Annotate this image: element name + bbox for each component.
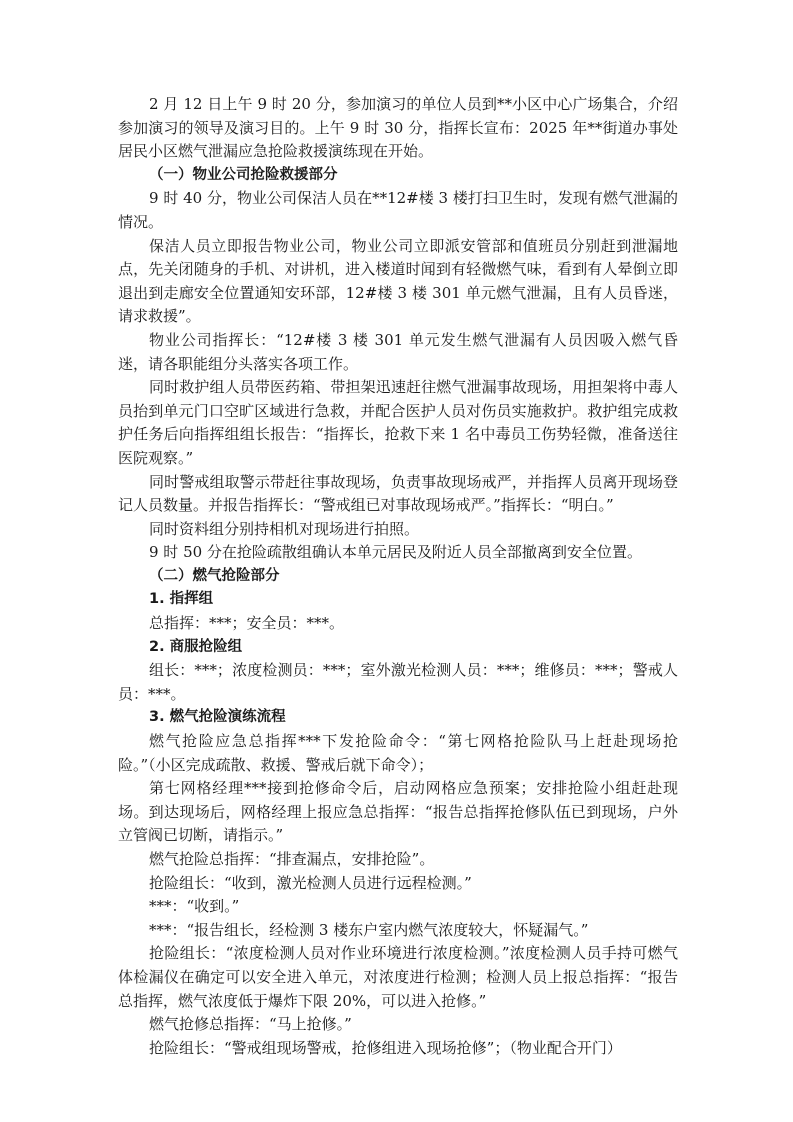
paragraph: 同时资料组分别持相机对现场进行拍照。	[149, 519, 420, 538]
paragraph: 总指挥：***；安全员：***。	[149, 614, 345, 633]
paragraph: 同时救护组人员带医药箱、带担架迅速赶往燃气泄漏事故现场，用担架将中毒人员抬到单元门口空旷区域进行急救，并配合医护人员对伤员实施救护。救护组完成救护任务后向指挥组组长报告：“指挥长，抢救下来 1 名中毒员工伤势轻微，准备送往医院观察。”	[118, 378, 678, 467]
paragraph: 抢险组长：“浓度检测人员对作业环境进行浓度检测。”浓度检测人员手持可燃气体检漏仪在确定可以安全进入单元，对浓度进行检测；检测人员上报总指挥：“报告总指挥，燃气浓度低于爆炸下限 20%，可以进入抢修。”	[118, 944, 678, 1010]
paragraph: ***：“收到。”	[149, 897, 240, 916]
paragraph: 9 时 40 分，物业公司保洁人员在**12#楼 3 楼打扫卫生时，发现有燃气泄漏的情况。	[118, 189, 678, 231]
paragraph: ***：“报告组长，经检测 3 楼东户室内燃气浓度较大，怀疑漏气。”	[149, 920, 589, 939]
paragraph: 燃气抢险应急总指挥***下发抢险命令：“第七网格抢险队马上赶赴现场抢险。”（小区完成疏散、救援、警戒后就下命令）；	[118, 732, 678, 774]
paragraph: 第七网格经理***接到抢修命令后，启动网格应急预案；安排抢险小组赶赴现场。到达现场后，网格经理上报应急总指挥：“报告总指挥抢修队伍已到现场，户外立管阀已切断，请指示。”	[118, 779, 678, 845]
section-heading: （二）燃气抢险部分	[149, 567, 280, 584]
paragraph: 9 时 50 分在抢险疏散组确认本单元居民及附近人员全部撤离到安全位置。	[149, 543, 642, 562]
paragraph: 保洁人员立即报告物业公司，物业公司立即派安管部和值班员分别赶到泄漏地点，先关闭随身的手机、对讲机，进入楼道时闻到有轻微燃气味，看到有人晕倒立即退出到走廊安全位置通知安环部，12#楼 3 楼 301 单元燃气泄漏，且有人员昏迷，请求救援”。	[118, 236, 678, 326]
subsection-heading: 2. 商服抢险组	[149, 638, 243, 655]
paragraph: 燃气抢险总指挥：“排查漏点，安排抢险”。	[149, 850, 435, 868]
paragraph: 物业公司指挥长：“12#楼 3 楼 301 单元发生燃气泄漏有人员因吸入燃气昏迷，请各职能组分头落实各项工作。	[118, 330, 678, 373]
paragraph: 组长：***；浓度检测员：***；室外激光检测人员：***；维修员：***；警戒人员：***。	[118, 661, 678, 703]
paragraph: 抢险组长：“警戒组现场警戒，抢修组进入现场抢修”；（物业配合开门）	[149, 1038, 622, 1057]
paragraph: 燃气抢修总指挥：“马上抢修。”	[149, 1015, 352, 1034]
paragraph: 同时警戒组取警示带赶往事故现场，负责事故现场戒严，并指挥人员离开现场登记人员数量。并报告指挥长：“警戒组已对事故现场戒严。”指挥长：“明白。”	[118, 472, 678, 515]
subsection-heading: 3. 燃气抢险演练流程	[149, 709, 286, 726]
subsection-heading: 1. 指挥组	[149, 591, 214, 608]
document-body	[118, 93, 678, 1060]
section-heading: （一）物业公司抢险救援部分	[149, 166, 338, 183]
paragraph: 抢险组长：“收到，激光检测人员进行远程检测。”	[149, 873, 472, 892]
paragraph: 2 月 12 日上午 9 时 20 分，参加演习的单位人员到**小区中心广场集合，介绍参加演习的领导及演习目的。上午 9 时 30 分，指挥长宣布：2025 年**街道办事处居民小区燃气泄漏应急抢险救援演练现在开始。	[118, 95, 678, 161]
